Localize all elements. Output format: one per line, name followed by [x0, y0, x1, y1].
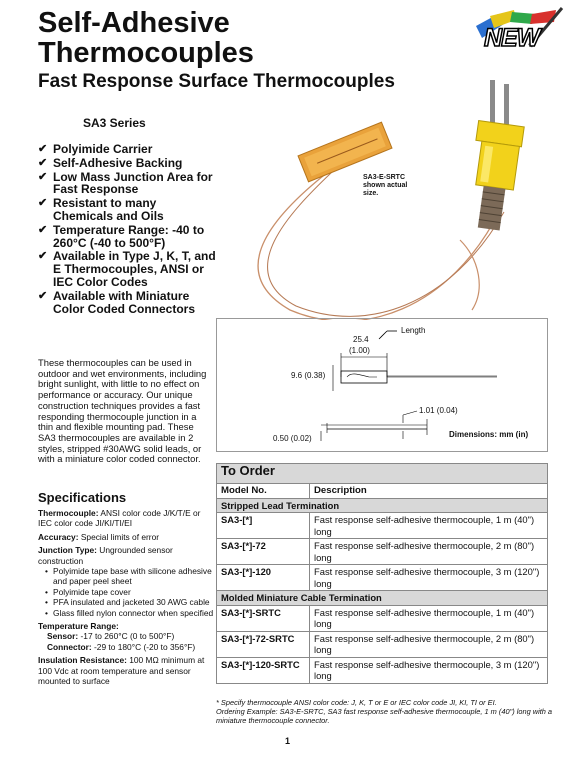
order-table [216, 463, 548, 684]
table-row: SA3-[*]-120 Fast response self-adhesive thermocouple, 3 m (120") long [217, 565, 548, 591]
dimension-value: (1.00) [349, 346, 370, 355]
feature-item: ✔ Polyimide Carrier [38, 142, 153, 156]
footnote: Ordering Example: SA3-E-SRTC, SA3 fast response self-adhesive thermocouple, 1 m (40") long with a miniature thermocouple connector. [216, 707, 553, 725]
feature-item: ✔ Resistant to many Chemicals and Oils [38, 196, 164, 223]
photo-caption: SA3-E-SRTC shown actual size. [363, 174, 408, 197]
checkmark-icon: ✔ [38, 156, 48, 169]
checkmark-icon: ✔ [38, 250, 48, 263]
order-heading: To Order [217, 464, 548, 484]
dimension-value: 9.6 (0.38) [291, 371, 326, 380]
miniature-connector [464, 121, 524, 232]
table-row: SA3-[*]-72 Fast response self-adhesive thermocouple, 2 m (80") long [217, 539, 548, 565]
table-row: SA3-[*]-72-SRTC Fast response self-adhesive thermocouple, 2 m (80") long [217, 631, 548, 657]
specifications-list: Thermocouple: ANSI color code J/K/T/E or IEC color code JI/KI/TI/EI Accuracy: Special limits of error Junction Type: Ungrounded sensor construction • Polyimide tape base with silicone adhesive and paper peel sheet • Polyimide tape cover • PFA insulated and jacketed 30 AWG cable • Glass filled nylon connector when specified Temperature Range: Sensor: -17 to 260°C (0 to 500°F) Connector: -29 to 180°C (-20 to 356°F) Insulation Resistance: 100 MΩ minimum at 100 Vdc at room temperature and sensor mounted to surface [38, 508, 216, 687]
feature-item: ✔ Low Mass Junction Area for Fast Response [38, 169, 213, 197]
series-label: SA3 Series [83, 116, 146, 130]
footnotes [216, 698, 556, 725]
checkmark-icon: ✔ [38, 289, 48, 302]
dimension-value: 25.4 [353, 335, 369, 344]
dimension-value: 0.50 (0.02) [273, 434, 312, 443]
footnote: * Specify thermocouple ANSI color code: J, K, T or E or IEC color code JI, KI, TI or EI. [216, 698, 497, 707]
checkmark-icon: ✔ [38, 223, 48, 236]
dimension-diagram [216, 318, 548, 452]
connector-pin [504, 84, 509, 128]
spec-bullet: • Polyimide tape base with silicone adhesive and paper peel sheet [47, 566, 216, 587]
checkmark-icon: ✔ [38, 197, 48, 210]
column-header: Model No. [217, 484, 310, 499]
connector-pin [490, 80, 495, 124]
feature-list [38, 143, 218, 316]
dimension-value: 1.01 (0.04) [419, 406, 458, 415]
spec-bullet: • Polyimide tape cover [47, 587, 216, 597]
column-header: Description [310, 484, 548, 499]
spec-bullet: • PFA insulated and jacketed 30 AWG cable [47, 597, 216, 607]
intro-paragraph: These thermocouples can be used in outdoor and wet environments, including bright sunlight, with little to no effect on performance or accuracy. Our unique construction techniques provides a fast responding thermocouple junction in a thin and flexible mounting pad. These SA3 thermocouples are available in 2 styles, stripped #30AWG solid leads, or with a miniature color coded connector. [38, 357, 207, 465]
feature-item: ✔ Temperature Range: -40 to 260°C (-40 to 500°F) [38, 222, 205, 250]
table-row: SA3-[*]-SRTC Fast response self-adhesive thermocouple, 1 m (40") long [217, 605, 548, 631]
table-row: SA3-[*] Fast response self-adhesive thermocouple, 1 m (40") long [217, 513, 548, 539]
checkmark-icon: ✔ [38, 143, 48, 155]
new-label: NEW [484, 24, 540, 52]
feature-item: ✔ Available with Miniature Color Coded Connectors [38, 288, 196, 316]
length-label: Length [401, 326, 426, 335]
page-subtitle: Fast Response Surface Thermocouples [38, 71, 395, 92]
spec-bullet: • Glass filled nylon connector when specified [47, 608, 216, 618]
table-row: SA3-[*]-120-SRTC Fast response self-adhesive thermocouple, 3 m (120") long [217, 657, 548, 683]
section-header: Molded Miniature Cable Termination [217, 591, 548, 606]
checkmark-icon: ✔ [38, 170, 48, 183]
specifications-heading: Specifications [38, 490, 127, 505]
page-title: Self-Adhesive Thermocouples [38, 7, 254, 69]
feature-item: ✔ Self-Adhesive Backing [38, 155, 183, 170]
new-badge [470, 6, 564, 60]
units-note: Dimensions: mm (in) [449, 430, 529, 439]
page-number: 1 [285, 736, 291, 746]
section-header: Stripped Lead Termination [217, 498, 548, 513]
adhesive-pad [298, 122, 392, 182]
feature-item: ✔ Available in Type J, K, T, and E Thermocouples, ANSI or IEC Color Codes [38, 249, 216, 289]
